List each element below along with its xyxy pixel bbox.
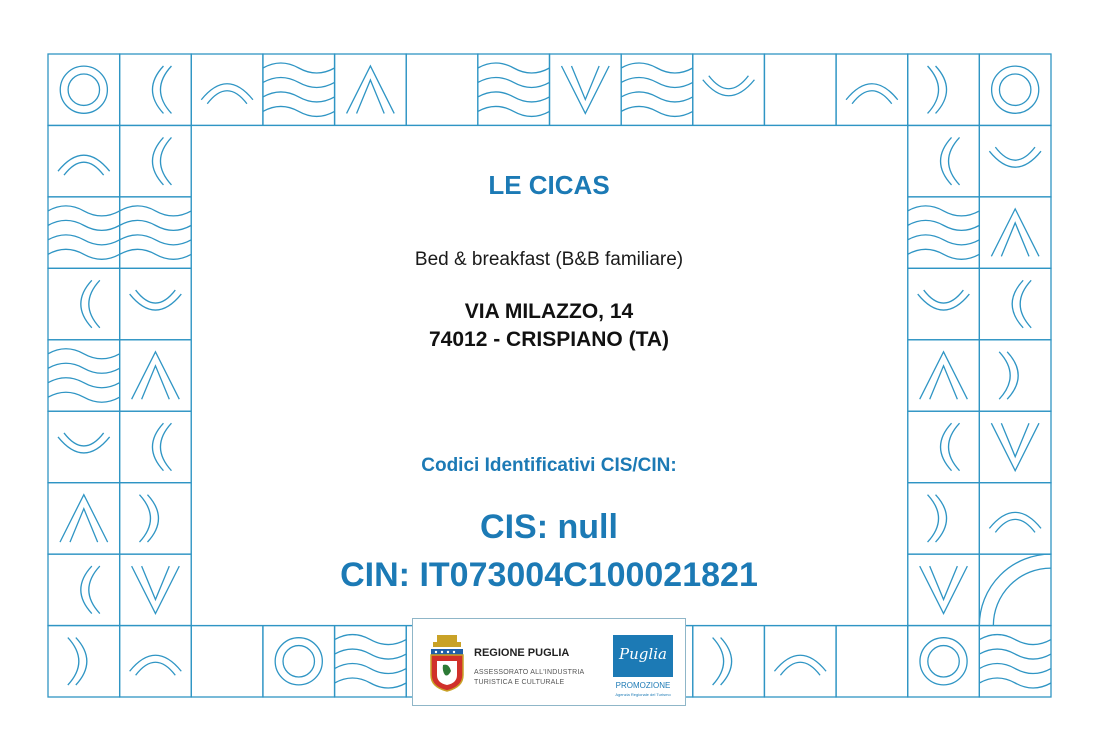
region-name: REGIONE PUGLIA (474, 647, 570, 659)
border-motif (928, 495, 939, 542)
border-tile (908, 268, 980, 339)
border-motif (160, 66, 171, 113)
border-tile (764, 54, 836, 125)
border-tile (48, 197, 120, 268)
border-tile (48, 626, 120, 697)
border-motif (120, 220, 192, 230)
border-motif (478, 77, 550, 87)
footer-logos (412, 618, 686, 706)
border-motif (275, 638, 322, 685)
border-motif (89, 280, 100, 327)
border-tile (406, 54, 478, 125)
border-motif (60, 495, 108, 542)
border-motif (941, 137, 952, 184)
border-motif (130, 655, 182, 671)
region-department-line1: ASSESSORATO ALL'INDUSTRIA (474, 669, 585, 676)
border-motif (132, 566, 180, 613)
border-tile (120, 483, 192, 554)
border-tile (621, 54, 693, 125)
border-tile (120, 125, 192, 196)
border-motif (120, 206, 192, 216)
border-tile (908, 125, 980, 196)
border-tile (908, 197, 980, 268)
border-motif (928, 646, 959, 677)
border-motif (263, 63, 335, 73)
border-tile (979, 340, 1051, 411)
border-tile (836, 626, 908, 697)
border-motif (48, 363, 120, 373)
border-tile (48, 268, 120, 339)
border-motif (562, 66, 610, 113)
border-motif (928, 66, 939, 113)
cin-code: CIN: IT073004C100021821 (340, 556, 758, 594)
border-motif (924, 290, 964, 303)
border-motif (48, 392, 120, 402)
border-tile (478, 54, 550, 125)
region-coat-of-arms-icon (427, 633, 467, 693)
puglia-logo-text: Puglia (619, 645, 667, 663)
border-tile (120, 626, 192, 697)
border-motif (936, 66, 947, 113)
border-motif (89, 566, 100, 613)
border-tile (263, 626, 335, 697)
border-motif (335, 649, 407, 659)
border-motif (132, 352, 180, 399)
border-tile (908, 411, 980, 482)
border-motif (621, 92, 693, 102)
border-motif (58, 437, 110, 453)
border-motif (999, 352, 1010, 399)
border-tile (191, 54, 263, 125)
border-motif (160, 137, 171, 184)
promozione-label: PROMOZIONE (615, 681, 671, 690)
border-motif (703, 80, 755, 96)
border-motif (918, 294, 970, 310)
promozione-subtitle: Agenzia Regionale del Turismo (615, 692, 671, 697)
border-motif (941, 423, 952, 470)
border-motif (991, 423, 1039, 470)
border-tile (48, 125, 120, 196)
border-tile (48, 54, 120, 125)
border-motif (48, 349, 120, 359)
border-tile (908, 54, 980, 125)
border-motif (48, 235, 120, 245)
border-motif (709, 76, 749, 89)
border-motif (992, 66, 1039, 113)
border-motif (48, 220, 120, 230)
border-motif (335, 664, 407, 674)
border-motif (48, 206, 120, 216)
border-motif (160, 423, 171, 470)
border-motif (1012, 280, 1023, 327)
border-motif (263, 106, 335, 116)
border-motif (120, 235, 192, 245)
border-motif (120, 249, 192, 259)
border-motif (48, 249, 120, 259)
border-tile (979, 554, 1051, 625)
border-motif (989, 512, 1041, 528)
border-motif (283, 646, 314, 677)
border-motif (999, 74, 1030, 105)
border-tile (48, 554, 120, 625)
border-tile (693, 54, 765, 125)
border-motif (81, 566, 92, 613)
border-motif (147, 495, 158, 542)
border-motif (136, 662, 176, 675)
border-motif (478, 63, 550, 73)
border-motif (48, 378, 120, 388)
border-motif (908, 249, 980, 259)
border-motif (478, 106, 550, 116)
border-motif (979, 664, 1051, 674)
property-name: LE CICAS (488, 170, 610, 200)
border-motif (993, 568, 1051, 625)
codes-label: Codici Identificativi CIS/CIN: (421, 455, 677, 476)
border-tile (120, 54, 192, 125)
border-motif (139, 495, 150, 542)
property-category: Bed & breakfast (B&B familiare) (414, 249, 684, 270)
border-motif (920, 566, 968, 613)
border-motif (621, 77, 693, 87)
border-motif (949, 137, 960, 184)
border-motif (979, 554, 1051, 625)
border-motif (58, 155, 110, 171)
border-motif (908, 235, 980, 245)
border-tile (120, 268, 192, 339)
border-motif (621, 106, 693, 116)
border-motif (713, 638, 724, 685)
address-street: VIA MILAZZO, 14 (464, 300, 634, 323)
cis-code: CIS: null (480, 508, 618, 546)
border-motif (335, 635, 407, 645)
border-motif (852, 91, 892, 104)
border-tile (836, 54, 908, 125)
border-tile (908, 483, 980, 554)
border-motif (936, 495, 947, 542)
border-tile (979, 268, 1051, 339)
border-motif (68, 74, 99, 105)
border-motif (621, 63, 693, 73)
border-motif (1007, 352, 1018, 399)
border-motif (979, 635, 1051, 645)
border-tile (191, 626, 263, 697)
border-motif (152, 137, 163, 184)
border-motif (721, 638, 732, 685)
border-motif (207, 91, 247, 104)
border-motif (130, 294, 182, 310)
border-tile (120, 197, 192, 268)
border-tile (979, 483, 1051, 554)
border-motif (908, 220, 980, 230)
border-motif (920, 352, 968, 399)
border-motif (991, 209, 1039, 256)
border-tile (120, 411, 192, 482)
border-motif (949, 423, 960, 470)
border-motif (152, 423, 163, 470)
border-tile (979, 125, 1051, 196)
border-motif (908, 206, 980, 216)
border-tile (764, 626, 836, 697)
border-motif (780, 662, 820, 675)
border-motif (846, 84, 898, 100)
border-motif (263, 77, 335, 87)
border-motif (478, 92, 550, 102)
border-motif (335, 678, 407, 688)
border-motif (152, 66, 163, 113)
border-motif (68, 638, 79, 685)
border-motif (995, 519, 1035, 532)
border-tile (979, 54, 1051, 125)
border-tile (335, 626, 407, 697)
border-motif (64, 162, 104, 175)
border-motif (76, 638, 87, 685)
address-city: 74012 - CRISPIANO (TA) (429, 328, 669, 351)
border-motif (995, 147, 1035, 160)
border-tile (979, 626, 1051, 697)
border-tile (48, 340, 120, 411)
region-department-line2: TURISTICA E CULTURALE (474, 679, 565, 686)
border-tile (48, 411, 120, 482)
border-motif (60, 66, 107, 113)
border-motif (920, 638, 967, 685)
border-motif (263, 92, 335, 102)
border-motif (347, 66, 395, 113)
border-motif (1020, 280, 1031, 327)
border-motif (64, 433, 104, 446)
border-tile (263, 54, 335, 125)
border-motif (136, 290, 176, 303)
border-tile (908, 626, 980, 697)
border-motif (201, 84, 253, 100)
border-motif (774, 655, 826, 671)
border-tile (693, 626, 765, 697)
border-motif (979, 649, 1051, 659)
border-motif (989, 151, 1041, 167)
border-motif (979, 678, 1051, 688)
border-motif (81, 280, 92, 327)
